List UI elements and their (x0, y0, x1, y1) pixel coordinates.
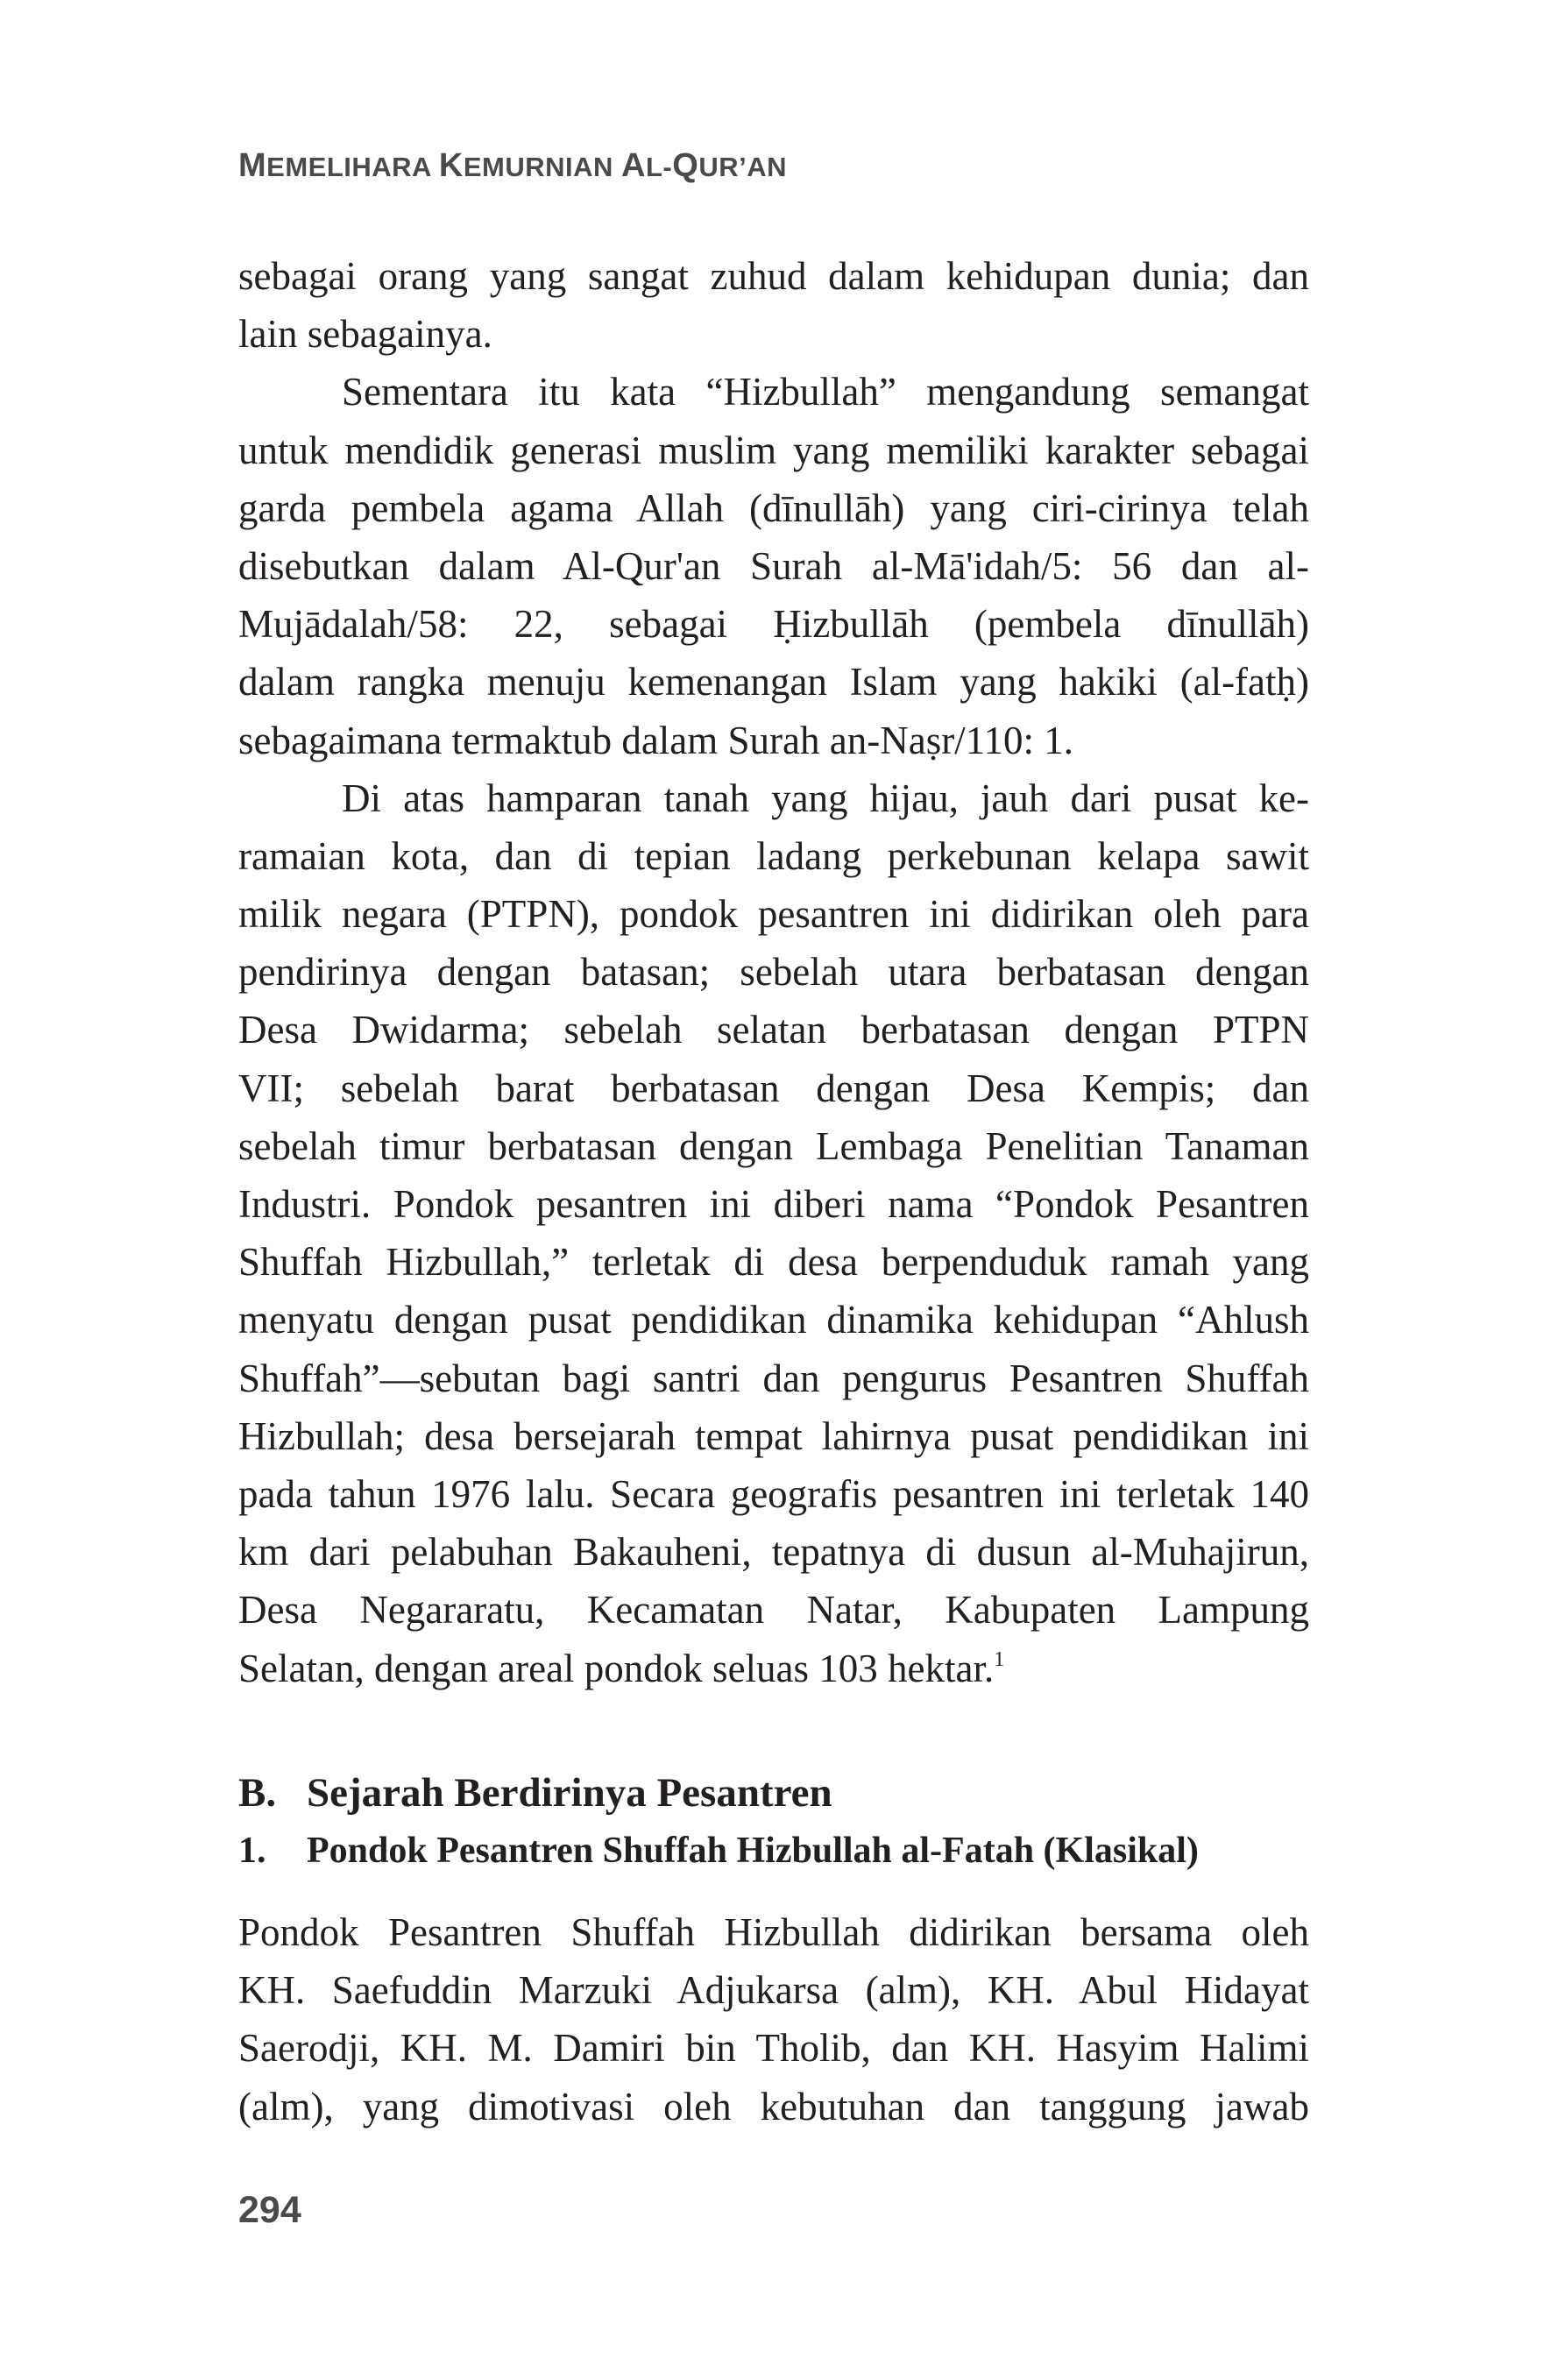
body-text-section (238, 1903, 1309, 2136)
text-line: menyatu dengan pusat pendidikan dinamika kehidupan “Ahlush (238, 1298, 1309, 1342)
text-line-with-footnote (238, 1640, 1309, 1697)
section-heading (238, 1769, 832, 1817)
running-header-part-3: L- (645, 152, 673, 182)
running-header-cap-a: A (621, 147, 646, 184)
text-line: Shuffah Hizbullah,” terletak di desa berpenduduk ramah yang (238, 1240, 1309, 1285)
text-line: Industri. Pondok pesantren ini diberi nama “Pondok Pesantren (238, 1182, 1309, 1226)
running-header-part-1: EMELIHARA (266, 152, 439, 182)
text-line: Desa Dwidarma; sebelah selatan berbatasan dengan PTPN (238, 1008, 1309, 1052)
text-line: Di atas hamparan tanah yang hijau, jauh dari pusat ke- (342, 776, 1309, 820)
text-line: garda pembela agama Allah (dīnullāh) yang ciri-cirinya telah (238, 485, 1309, 530)
text-line: (alm), yang dimotivasi oleh kebutuhan dan tanggung jawab (238, 2084, 1309, 2129)
text-line-content: Selatan, dengan areal pondok seluas 103 hektar. (238, 1646, 995, 1690)
running-header-cap-k: K (438, 147, 464, 184)
text-line: ramaian kota, dan di tepian ladang perkebunan kelapa sawit (238, 833, 1309, 878)
text-line: Mujādalah/58: 22, sebagai Ḥizbullāh (pembela dīnullāh) (238, 602, 1309, 647)
text-line: lain sebagainya. (238, 312, 492, 357)
subsection-heading (238, 1830, 1199, 1872)
text-line: KH. Saefuddin Marzuki Adjukarsa (alm), KH. Abul Hidayat (238, 1968, 1309, 2013)
text-line: km dari pelabuhan Bakauheni, tepatnya di dusun al-Muhajirun, (238, 1530, 1309, 1575)
text-line: Saerodji, KH. M. Damiri bin Tholib, dan KH. Hasyim Halimi (238, 2026, 1309, 2071)
text-line: untuk mendidik generasi muslim yang memiliki karakter sebagai (238, 428, 1309, 472)
running-header-cap-m: M (238, 147, 267, 184)
running-header (238, 147, 787, 185)
text-line: sebagaimana termaktub dalam Surah an-Naṣr/110: 1. (238, 718, 1074, 762)
text-line: dalam rangka menuju kemenangan Islam yang hakiki (al-fatḥ) (238, 660, 1309, 705)
text-line: VII; sebelah barat berbatasan dengan Desa Kempis; dan (238, 1066, 1309, 1110)
text-line: milik negara (PTPN), pondok pesantren ini didirikan oleh para (238, 892, 1309, 937)
text-line: Pondok Pesantren Shuffah Hizbullah didirikan bersama oleh (238, 1910, 1309, 1954)
body-text (238, 247, 1309, 1697)
running-header-part-2: EMURNIAN (463, 152, 622, 182)
section-title: Sejarah Berdirinya Pesantren (307, 1770, 832, 1816)
section-number: B. (238, 1770, 277, 1816)
text-line: sebagai orang yang sangat zuhud dalam kehidupan dunia; dan (238, 254, 1309, 298)
text-line: Sementara itu kata “Hizbullah” mengandung semangat (342, 370, 1309, 414)
text-line: Hizbullah; desa bersejarah tempat lahirnya pusat pendidikan ini (238, 1413, 1309, 1458)
text-line: disebutkan dalam Al-Qur'an Surah al-Mā'idah/5: 56 dan al- (238, 543, 1309, 588)
text-line: Shuffah”—sebutan bagi santri dan pengurus Pesantren Shuffah (238, 1356, 1309, 1400)
running-header-cap-q: Q (672, 147, 699, 184)
text-line: Desa Negararatu, Kecamatan Natar, Kabupaten Lampung (238, 1588, 1309, 1633)
subsection-number: 1. (238, 1831, 266, 1871)
text-line: sebelah timur berbatasan dengan Lembaga Penelitian Tanaman (238, 1123, 1309, 1168)
page-number: 294 (238, 2189, 301, 2231)
footnote-marker[interactable]: 1 (994, 1647, 1005, 1671)
running-header-part-4: UR’AN (698, 152, 787, 182)
subsection-title: Pondok Pesantren Shuffah Hizbullah al-Fatah (Klasikal) (307, 1831, 1199, 1871)
text-line: pendirinya dengan batasan; sebelah utara berbatasan dengan (238, 950, 1309, 995)
text-line: pada tahun 1976 lalu. Secara geografis pesantren ini terletak 140 (238, 1471, 1309, 1516)
